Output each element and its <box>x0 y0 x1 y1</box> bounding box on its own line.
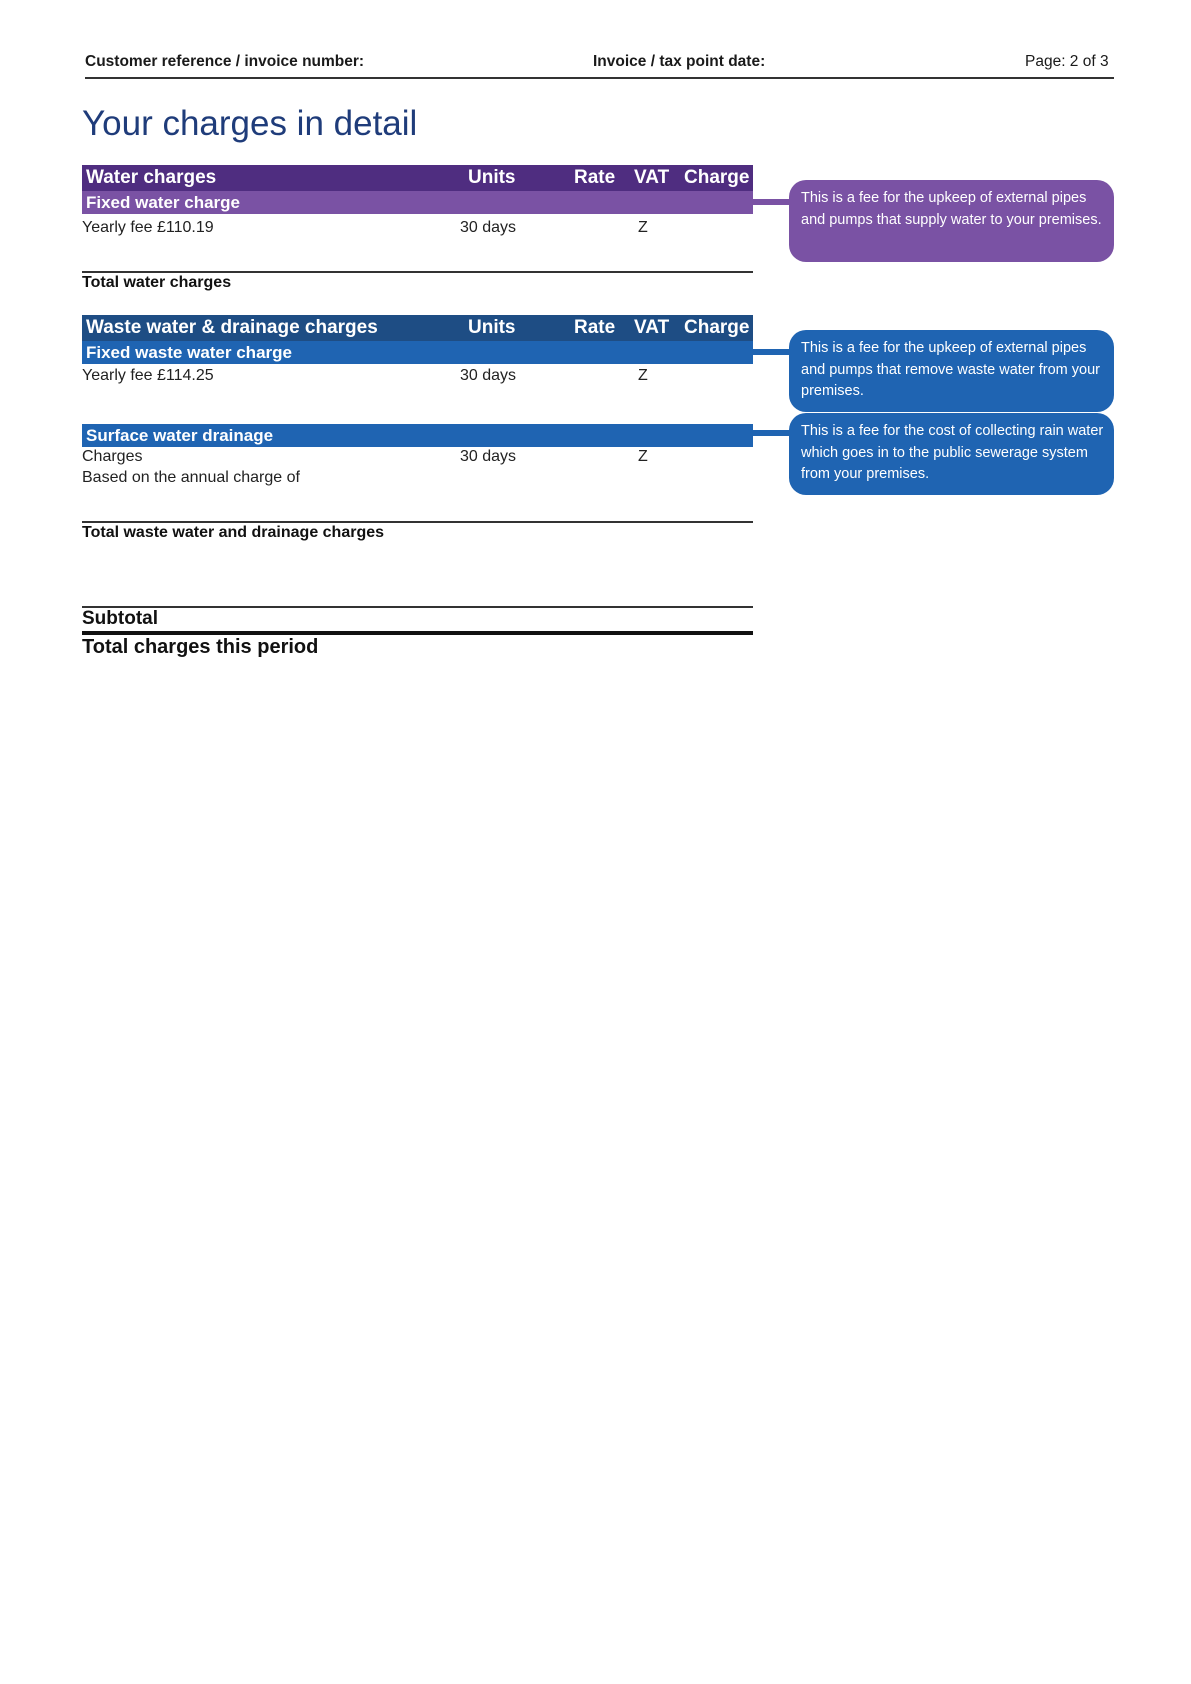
waste-line-units: 30 days <box>460 367 517 384</box>
water-line-units: 30 days <box>460 219 517 236</box>
fixed-waste-charge-title: Fixed waste water charge <box>86 343 292 362</box>
water-charges-header <box>82 165 753 191</box>
invoice-date-label: Invoice / tax point date: <box>593 53 766 70</box>
vat-column-header: VAT <box>634 167 670 188</box>
surface-line-description: Charges <box>82 448 143 465</box>
grand-total-label: Total charges this period <box>82 636 319 658</box>
surface-water-drainage-title: Surface water drainage <box>86 426 274 445</box>
vat-column-header: VAT <box>634 317 670 338</box>
fixed-waste-charge-header <box>82 341 753 364</box>
subtotal-label: Subtotal <box>82 608 158 629</box>
subtotal-divider <box>82 606 753 608</box>
surface-note-connector <box>752 430 792 436</box>
waste-total-divider <box>82 521 753 523</box>
water-note-connector <box>752 199 792 205</box>
water-total-label: Total water charges <box>82 274 232 291</box>
water-total-divider <box>82 271 753 273</box>
surface-line-vat: Z <box>638 448 648 465</box>
water-section-title: Water charges <box>86 167 217 188</box>
charge-column-header: Charge <box>684 167 750 188</box>
units-column-header: Units <box>468 317 516 338</box>
waste-line-vat: Z <box>638 367 648 384</box>
surface-line-basis: Based on the annual charge of <box>82 469 300 486</box>
rate-column-header: Rate <box>574 167 616 188</box>
customer-reference-label: Customer reference / invoice number: <box>85 53 365 70</box>
total-divider <box>82 631 753 635</box>
waste-charges-header <box>82 315 753 341</box>
fixed-water-charge-header <box>82 191 753 214</box>
units-column-header: Units <box>468 167 516 188</box>
surface-line-units: 30 days <box>460 448 517 465</box>
waste-section-title: Waste water & drainage charges <box>86 317 378 338</box>
page-number: Page: 2 of 3 <box>1025 53 1109 70</box>
waste-line-description: Yearly fee £114.25 <box>82 367 214 384</box>
surface-water-drainage-header <box>82 424 753 447</box>
charge-column-header: Charge <box>684 317 750 338</box>
rate-column-header: Rate <box>574 317 616 338</box>
waste-note-connector <box>752 349 792 355</box>
water-charge-note: This is a fee for the upkeep of external pipes and pumps that supply water to your premises. <box>789 180 1114 262</box>
water-line-vat: Z <box>638 219 648 236</box>
header-divider <box>85 77 1114 79</box>
fixed-water-charge-title: Fixed water charge <box>86 193 241 212</box>
waste-charge-note: This is a fee for the upkeep of external pipes and pumps that remove waste water from your premises. <box>789 330 1114 412</box>
page-title: Your charges in detail <box>82 104 418 143</box>
water-line-description: Yearly fee £110.19 <box>82 219 214 236</box>
surface-drainage-note: This is a fee for the cost of collecting rain water which goes in to the public sewerage system from your premises. <box>789 413 1114 495</box>
waste-total-label: Total waste water and drainage charges <box>82 524 385 541</box>
